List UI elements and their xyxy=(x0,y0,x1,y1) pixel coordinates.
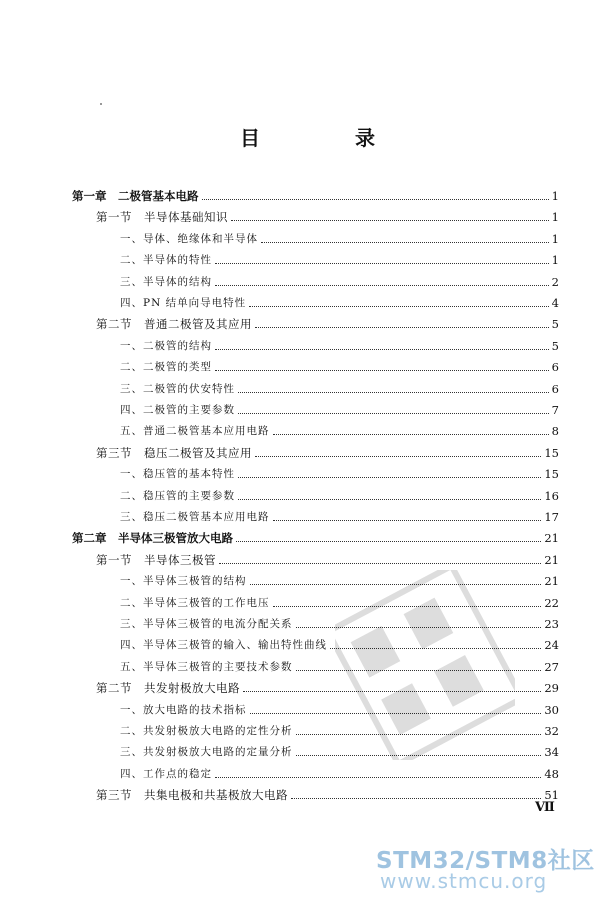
toc-entry-section xyxy=(96,784,559,802)
toc-entry-label: 一、半导体三极管的结构 xyxy=(120,575,247,588)
dot-leader xyxy=(231,220,549,221)
toc-entry-item xyxy=(120,463,559,481)
toc-entry-item xyxy=(120,228,559,246)
toc-entry-item xyxy=(120,271,559,289)
dot-leader xyxy=(238,413,549,414)
toc-entry-label: 一、导体、绝缘体和半导体 xyxy=(120,232,258,245)
toc-entry-label: 第一节 半导体三极管 xyxy=(96,552,216,567)
toc-entry-page: 34 xyxy=(544,745,559,760)
toc-entry-label: 二、稳压管的主要参数 xyxy=(120,489,235,502)
toc-entry-page: 23 xyxy=(544,617,559,631)
toc-entry-label: 二、半导体的特性 xyxy=(120,254,212,267)
toc-entry-section xyxy=(96,313,559,331)
toc-entry-label: 第三节 共集电极和共基极放大电路 xyxy=(96,788,288,803)
toc-entry-section xyxy=(96,549,559,567)
dot-leader xyxy=(255,456,541,457)
toc-entry-page: 48 xyxy=(544,766,559,781)
toc-entry-item xyxy=(120,335,559,353)
toc-entry-label: 第一章 二极管基本电路 xyxy=(72,189,199,203)
toc-entry-label: 第三节 稳压二极管及其应用 xyxy=(96,445,252,460)
dot-leader xyxy=(215,349,549,350)
toc-entry-label: 一、二极管的结构 xyxy=(120,339,212,352)
dot-leader xyxy=(249,306,549,307)
toc-entry-page: 21 xyxy=(544,531,559,546)
page-number: Ⅶ xyxy=(535,800,555,815)
toc-entry-page: 32 xyxy=(544,724,559,738)
toc-entry-page: 15 xyxy=(544,467,559,482)
toc-entry-page: 2 xyxy=(551,274,559,289)
toc-entry-page: 6 xyxy=(551,381,559,396)
toc-entry-label: 三、稳压二极管基本应用电路 xyxy=(120,511,270,523)
toc-entry-label: 第二章 半导体三极管放大电路 xyxy=(72,531,233,546)
toc-entry-label: 四、工作点的稳定 xyxy=(120,767,212,780)
toc-entry-page: 15 xyxy=(544,445,559,460)
scan-speck xyxy=(100,103,102,105)
toc-entry-item xyxy=(120,399,559,417)
toc-entry-label: 五、普通二极管基本应用电路 xyxy=(120,425,270,438)
dot-leader xyxy=(215,777,541,778)
toc-entry-page: 51 xyxy=(544,788,559,803)
toc-entry-label: 第二节 普通二极管及其应用 xyxy=(96,317,252,332)
toc-entry-label: 四、PN 结单向导电特性 xyxy=(120,297,247,309)
toc-entry-label: 第二节 共发射极放大电路 xyxy=(96,681,240,696)
dot-leader xyxy=(219,563,541,564)
toc-entry-page: 6 xyxy=(551,360,559,375)
dot-leader xyxy=(238,477,541,478)
dot-leader xyxy=(215,370,549,371)
toc-entry-label: 二、半导体三极管的工作电压 xyxy=(120,596,270,609)
toc-entry-page: 27 xyxy=(544,659,559,674)
dot-leader xyxy=(238,499,541,500)
toc-entry-chapter xyxy=(72,527,559,545)
toc-entry-page: 1 xyxy=(551,253,559,268)
toc-entry-item xyxy=(120,356,559,374)
toc-entry-label: 第一节 半导体基础知识 xyxy=(96,210,228,225)
dot-leader xyxy=(215,263,549,264)
toc-entry-label: 一、放大电路的技术指标 xyxy=(120,703,247,716)
toc-entry-label: 五、半导体三极管的主要技术参数 xyxy=(120,660,293,673)
toc-entry-page: 22 xyxy=(544,595,559,610)
toc-entry-section xyxy=(96,442,559,460)
dot-leader xyxy=(238,392,549,393)
toc-entry-page: 5 xyxy=(551,317,559,332)
toc-entry-page: 16 xyxy=(544,488,559,503)
toc-entry-item xyxy=(120,292,559,310)
toc-entry-page: 1 xyxy=(551,189,559,203)
watermark-stamp xyxy=(335,570,515,760)
toc-entry-label: 三、二极管的伏安特性 xyxy=(120,382,235,395)
toc-entry-item xyxy=(120,763,559,781)
toc-entry-item xyxy=(120,485,559,503)
toc-entry-page: 1 xyxy=(551,210,559,225)
toc-entry-item xyxy=(120,249,559,267)
toc-entry-page: 24 xyxy=(544,638,559,653)
toc-entry-page: 21 xyxy=(544,552,559,567)
dot-leader xyxy=(273,434,549,435)
toc-entry-page: 17 xyxy=(544,510,559,524)
dot-leader xyxy=(236,541,541,542)
forum-watermark-url: www.stmcu.org xyxy=(380,869,548,893)
dot-leader xyxy=(202,199,549,200)
toc-entry-page: 30 xyxy=(544,702,559,717)
toc-entry-section xyxy=(96,206,559,224)
toc-entry-item xyxy=(120,378,559,396)
toc-entry-label: 四、二极管的主要参数 xyxy=(120,404,235,416)
toc-entry-chapter xyxy=(72,185,559,203)
toc-entry-label: 四、半导体三极管的输入、输出特性曲线 xyxy=(120,639,327,652)
toc-entry-label: 三、半导体的结构 xyxy=(120,275,212,288)
toc-entry-page: 1 xyxy=(551,231,559,246)
toc-entry-page: 5 xyxy=(551,338,559,353)
dot-leader xyxy=(255,327,549,328)
toc-entry-page: 8 xyxy=(551,424,559,439)
toc-entry-page: 7 xyxy=(551,403,559,417)
dot-leader xyxy=(291,798,541,799)
toc-entry-label: 三、共发射极放大电路的定量分析 xyxy=(120,746,293,759)
toc-entry-page: 29 xyxy=(544,681,559,696)
toc-entry-item xyxy=(120,420,559,438)
toc-entry-label: 三、半导体三极管的电流分配关系 xyxy=(120,618,293,630)
toc-entry-label: 一、稳压管的基本特性 xyxy=(120,468,235,481)
forum-watermark-name: STM32/STM8社区 xyxy=(376,848,595,874)
toc-entry-label: 二、二极管的类型 xyxy=(120,361,212,374)
toc-entry-label: 二、共发射极放大电路的定性分析 xyxy=(120,725,293,737)
page-title: 目 录 xyxy=(240,126,419,150)
dot-leader xyxy=(273,520,542,521)
toc-entry-page: 21 xyxy=(544,574,559,589)
toc-entry-page: 4 xyxy=(551,296,559,310)
dot-leader xyxy=(261,242,549,243)
toc-entry-item xyxy=(120,506,559,524)
dot-leader xyxy=(215,285,549,286)
